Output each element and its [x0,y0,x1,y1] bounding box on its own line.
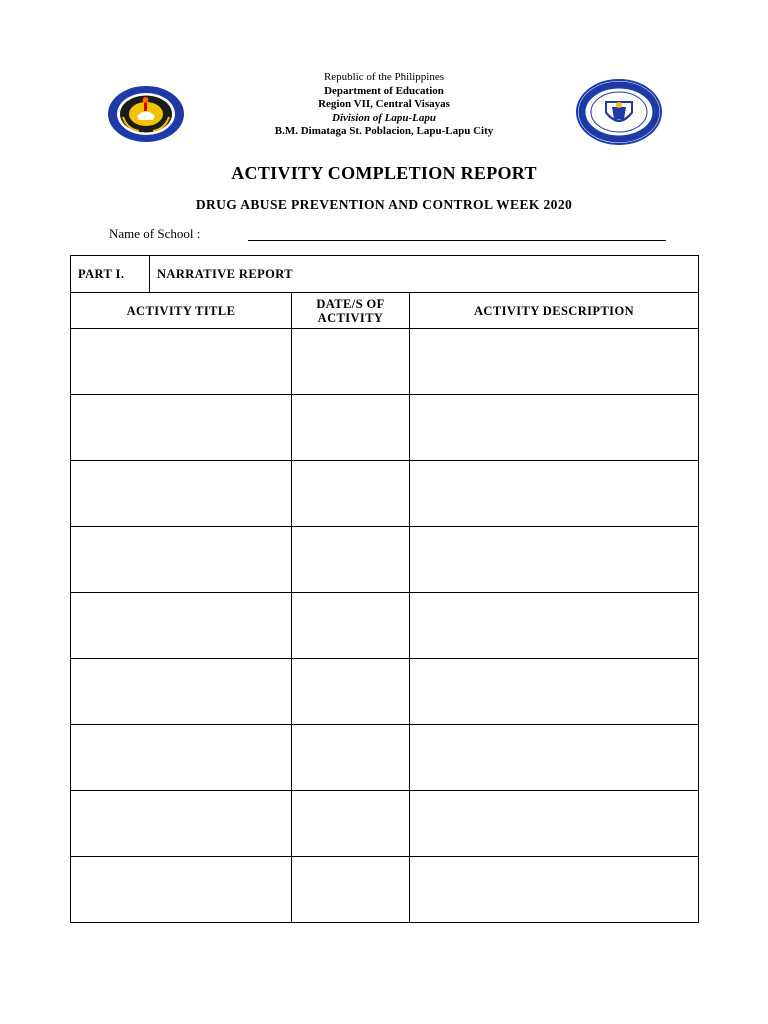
header-address: B.M. Dimataga St. Poblacion, Lapu-Lapu City [274,125,494,137]
header-region: Region VII, Central Visayas [318,98,450,110]
table-row [71,329,699,395]
report-subtitle: DRUG ABUSE PREVENTION AND CONTROL WEEK 2020 [195,197,573,212]
part-label: PART I. [78,266,125,281]
activity-date-cell[interactable] [292,659,410,725]
division-seal-logo [107,85,185,143]
table-row [71,395,699,461]
header-republic: Republic of the Philippines [323,71,445,83]
activity-title-cell[interactable] [71,725,292,791]
activity-title-cell[interactable] [71,395,292,461]
column-header-row [71,293,699,329]
activity-date-cell[interactable] [292,725,410,791]
activity-date-cell[interactable] [292,857,410,923]
activity-date-cell[interactable] [292,593,410,659]
activity-title-cell[interactable] [71,329,292,395]
column-header-dates-text: DATE/S OF ACTIVITY [316,296,385,325]
activity-description-cell[interactable] [410,791,699,857]
part-title-cell [150,256,699,293]
activity-date-cell[interactable] [292,395,410,461]
deped-seal-logo [576,79,662,145]
activity-title-cell[interactable] [71,593,292,659]
activity-title-cell[interactable] [71,791,292,857]
activity-description-cell[interactable] [410,857,699,923]
column-header-dates [292,293,410,329]
name-of-school-label: Name of School : [109,226,201,241]
activity-title-cell[interactable] [71,527,292,593]
activity-description-cell[interactable] [410,329,699,395]
activity-title-cell[interactable] [71,857,292,923]
table-row [71,659,699,725]
activity-description-cell[interactable] [410,527,699,593]
header-division: Division of Lapu-Lapu [332,111,436,124]
activity-description-cell[interactable] [410,659,699,725]
report-title: ACTIVITY COMPLETION REPORT [231,163,537,183]
activity-date-cell[interactable] [292,461,410,527]
table-row [71,593,699,659]
header-department: Department of Education [324,84,444,97]
part-label-cell [71,256,150,293]
activity-description-cell[interactable] [410,395,699,461]
table-row [71,461,699,527]
activity-date-cell[interactable] [292,329,410,395]
table-row [71,857,699,923]
activity-date-cell[interactable] [292,791,410,857]
table-row [71,527,699,593]
table-row [71,791,699,857]
activity-title-cell[interactable] [71,659,292,725]
activity-title-cell[interactable] [71,461,292,527]
activity-description-cell[interactable] [410,593,699,659]
activity-date-cell[interactable] [292,527,410,593]
column-header-activity-title: ACTIVITY TITLE [71,293,292,329]
column-header-description: ACTIVITY DESCRIPTION [410,293,699,329]
activity-description-cell[interactable] [410,461,699,527]
agency-header [200,71,568,139]
part-row [71,256,699,293]
table-row [71,725,699,791]
narrative-report-table [70,255,699,923]
name-of-school-field[interactable] [248,240,666,241]
part-title: NARRATIVE REPORT [157,266,293,281]
activity-description-cell[interactable] [410,725,699,791]
